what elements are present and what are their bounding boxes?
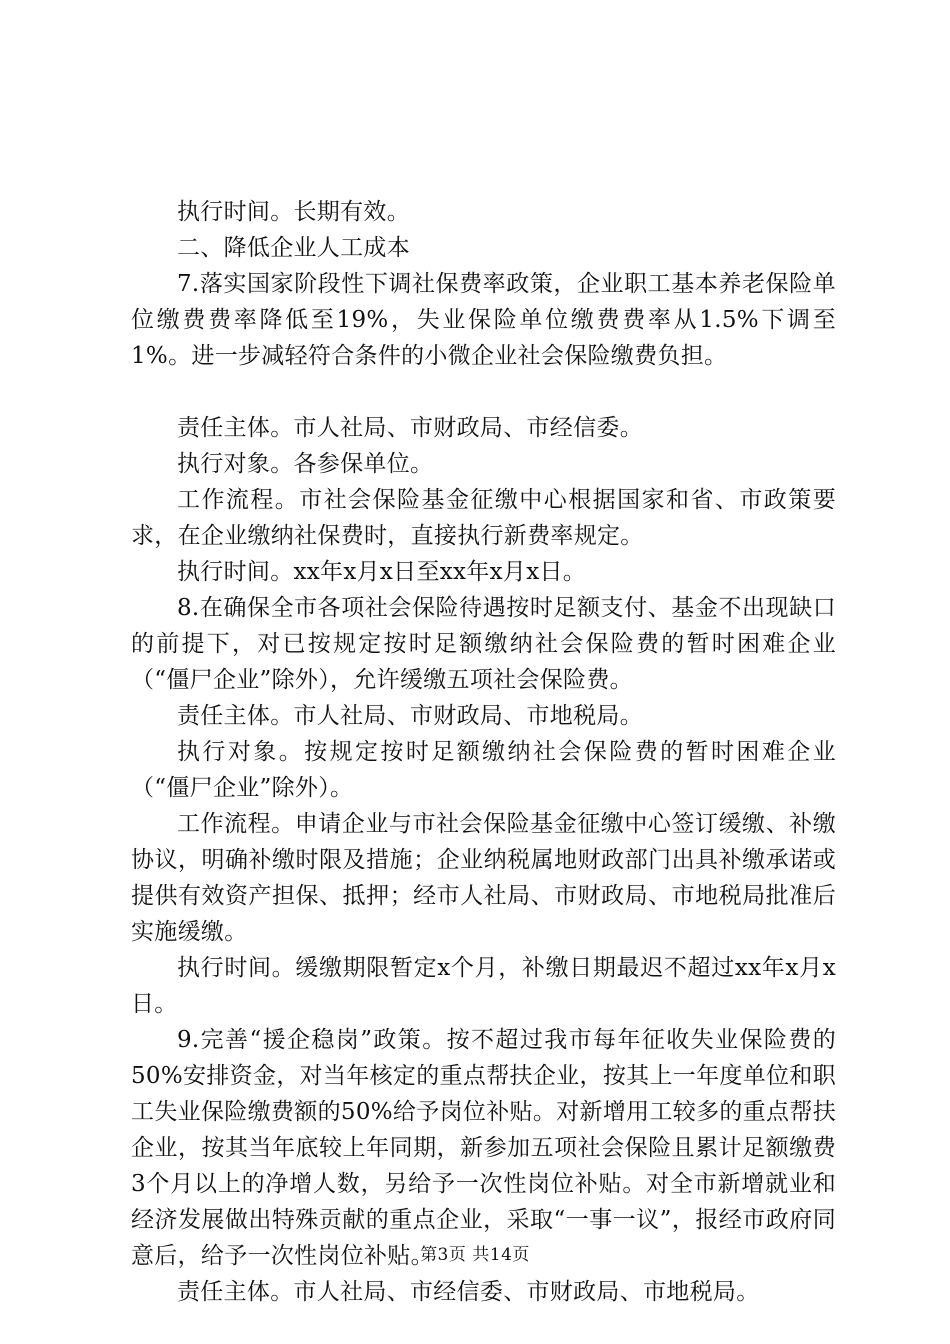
paragraph-execution-time-longterm: 执行时间。长期有效。 — [177, 199, 410, 225]
paragraph-responsible-party: 责任主体。市人社局、市财政局、市经信委。 — [177, 415, 643, 441]
paragraph-target: 执行对象。按规定按时足额缴纳社会保险费的暂时困难企业（“僵尸企业”除外）。 — [131, 739, 836, 801]
paragraph-item-8: 8.在确保全市各项社会保险待遇按时足额支付、基金不出现缺口的前提下，对已按规定按时足额缴纳社会保险费的暂时困难企业（“僵尸企业”除外），允许缓缴五项社会保险费。 — [131, 595, 836, 693]
section-heading-labor-cost: 二、降低企业人工成本 — [177, 235, 410, 261]
paragraph-execution-time: 执行时间。xx年x月x日至xx年x月x日。 — [177, 559, 587, 585]
paragraph-item-7: 7.落实国家阶段性下调社保费率政策，企业职工基本养老保险单位缴费费率降低至19%，失业保险单位缴费费率从1.5%下调至1%。进一步减轻符合条件的小微企业社会保险缴费负担。 — [131, 271, 836, 369]
paragraph-item-9: 9.完善“援企稳岗”政策。按不超过我市每年征收失业保险费的50%安排资金，对当年核定的重点帮扶企业，按其上一年度单位和职工失业保险缴费额的50%给予岗位补贴。对新增用工较多的重点帮扶企业，按其当年底较上年同期，新参加五项社会保险且累计足额缴费3个月以上的净增人数，另给予一次性岗位补贴。对全市新增就业和经济发展做出特殊贡献的重点企业，采取“一事一议”，报经市政府同意后，给予一次性岗位补贴。 — [131, 1027, 836, 1269]
document-body — [131, 194, 836, 1310]
paragraph-execution-time: 执行时间。缓缴期限暂定x个月，补缴日期最迟不超过xx年x月x日。 — [131, 955, 836, 1017]
paragraph-target: 执行对象。各参保单位。 — [177, 451, 434, 477]
paragraph-workflow: 工作流程。申请企业与市社会保险基金征缴中心签订缓缴、补缴协议，明确补缴时限及措施；企业纳税属地财政部门出具补缴承诺或提供有效资产担保、抵押；经市人社局、市财政局、市地税局批准后实施缓缴。 — [131, 811, 836, 945]
paragraph-responsible-party: 责任主体。市人社局、市经信委、市财政局、市地税局。 — [177, 1279, 760, 1305]
paragraph-workflow: 工作流程。市社会保险基金征缴中心根据国家和省、市政策要求，在企业缴纳社保费时，直接执行新费率规定。 — [131, 487, 836, 549]
page-footer: 第3页 共14页 — [420, 1245, 530, 1265]
paragraph-responsible-party: 责任主体。市人社局、市财政局、市地税局。 — [177, 703, 643, 729]
